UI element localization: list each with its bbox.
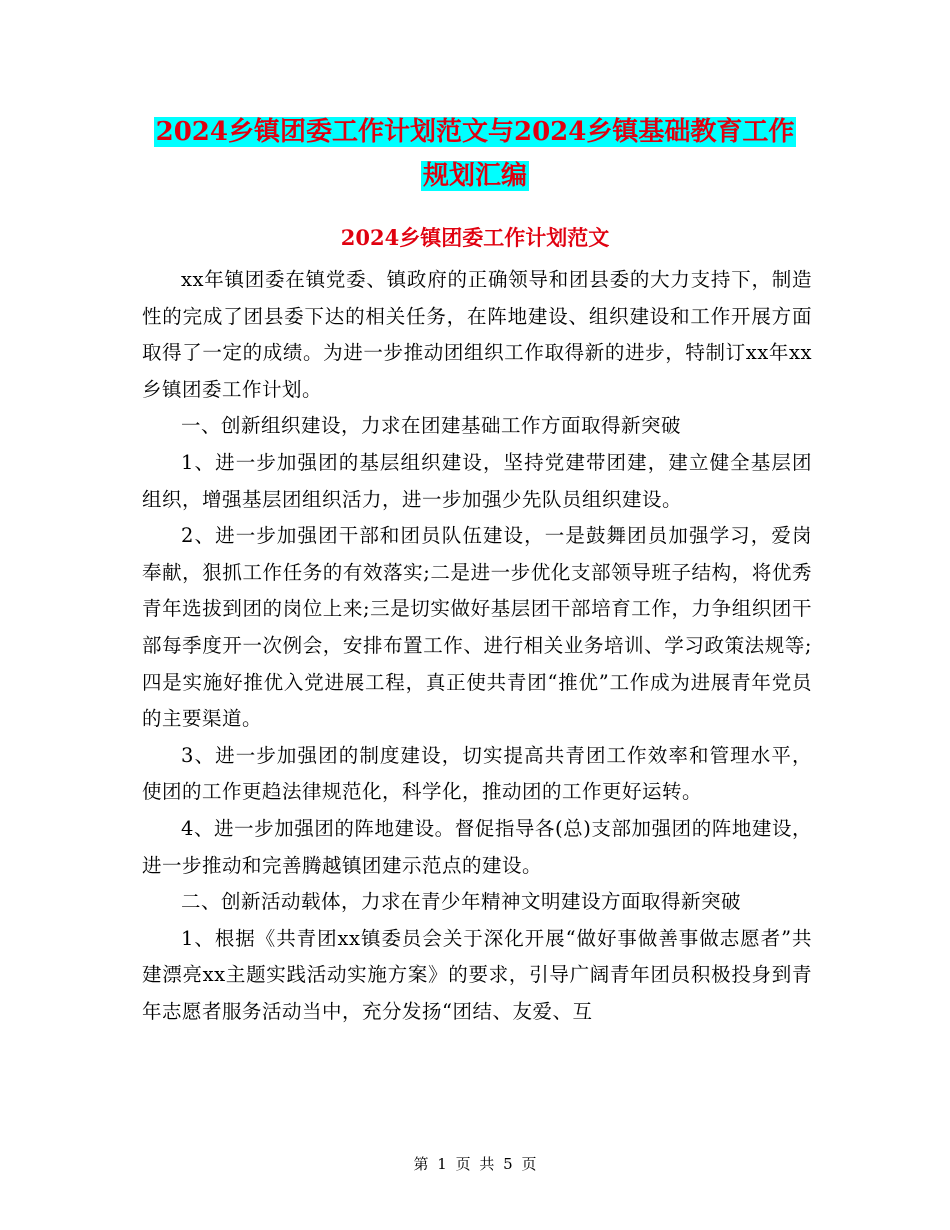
page-footer: 第 1 页 共 5 页 — [413, 1155, 537, 1173]
title-line-2: 规划汇编 — [422, 161, 527, 191]
title-line-1: 2024乡镇团委工作计划范文与2024乡镇基础教育工作 — [155, 117, 795, 147]
heading-part-two: 二、创新活动载体，力求在青少年精神文明建设方面取得新突破 — [181, 890, 742, 914]
paragraph-item-1: 1、进一步加强团的基层组织建设，坚持党建带团建，建立健全基层团组织，增强基层团组织活力，进一步加强少先队员组织建设。 — [142, 450, 812, 511]
document-title — [0, 110, 950, 198]
paragraph-item-3: 3、进一步加强团的制度建设，切实提高共青团工作效率和管理水平，使团的工作更趋法律规范化，科学化，推动团的工作更好运转。 — [142, 743, 812, 804]
paragraph-intro: xx年镇团委在镇党委、镇政府的正确领导和团县委的大力支持下，制造性的完成了团县委下达的相关任务，在阵地建设、组织建设和工作开展方面取得了一定的成绩。为进一步推动团组织工作取得新的进步，特制订xx年xx乡镇团委工作计划。 — [142, 268, 812, 401]
section-title: 2024乡镇团委工作计划范文 — [340, 225, 610, 250]
heading-part-one: 一、创新组织建设，力求在团建基础工作方面取得新突破 — [181, 414, 682, 438]
paragraph-item-4: 4、进一步加强团的阵地建设。督促指导各(总)支部加强团的阵地建设，进一步推动和完善腾越镇团建示范点的建设。 — [142, 816, 812, 877]
paragraph-part-two-item-1: 1、根据《共青团xx镇委员会关于深化开展“做好事做善事做志愿者”共建漂亮xx主题实践活动实施方案》的要求，引导广阔青年团员积极投身到青年志愿者服务活动当中，充分发扬“团结、友爱、互 — [142, 926, 812, 1023]
paragraph-item-2: 2、进一步加强团干部和团员队伍建设，一是鼓舞团员加强学习，爱岗奉献，狠抓工作任务的有效落实;二是进一步优化支部领导班子结构，将优秀青年选拔到团的岗位上来;三是切实做好基层团干部培育工作，力争组织团干部每季度开一次例会，安排布置工作、进行相关业务培训、学习政策法规等;四是实施好推优入党进展工程，真正使共青团“推优”工作成为进展青年党员的主要渠道。 — [142, 524, 812, 731]
document-body — [142, 262, 812, 1030]
